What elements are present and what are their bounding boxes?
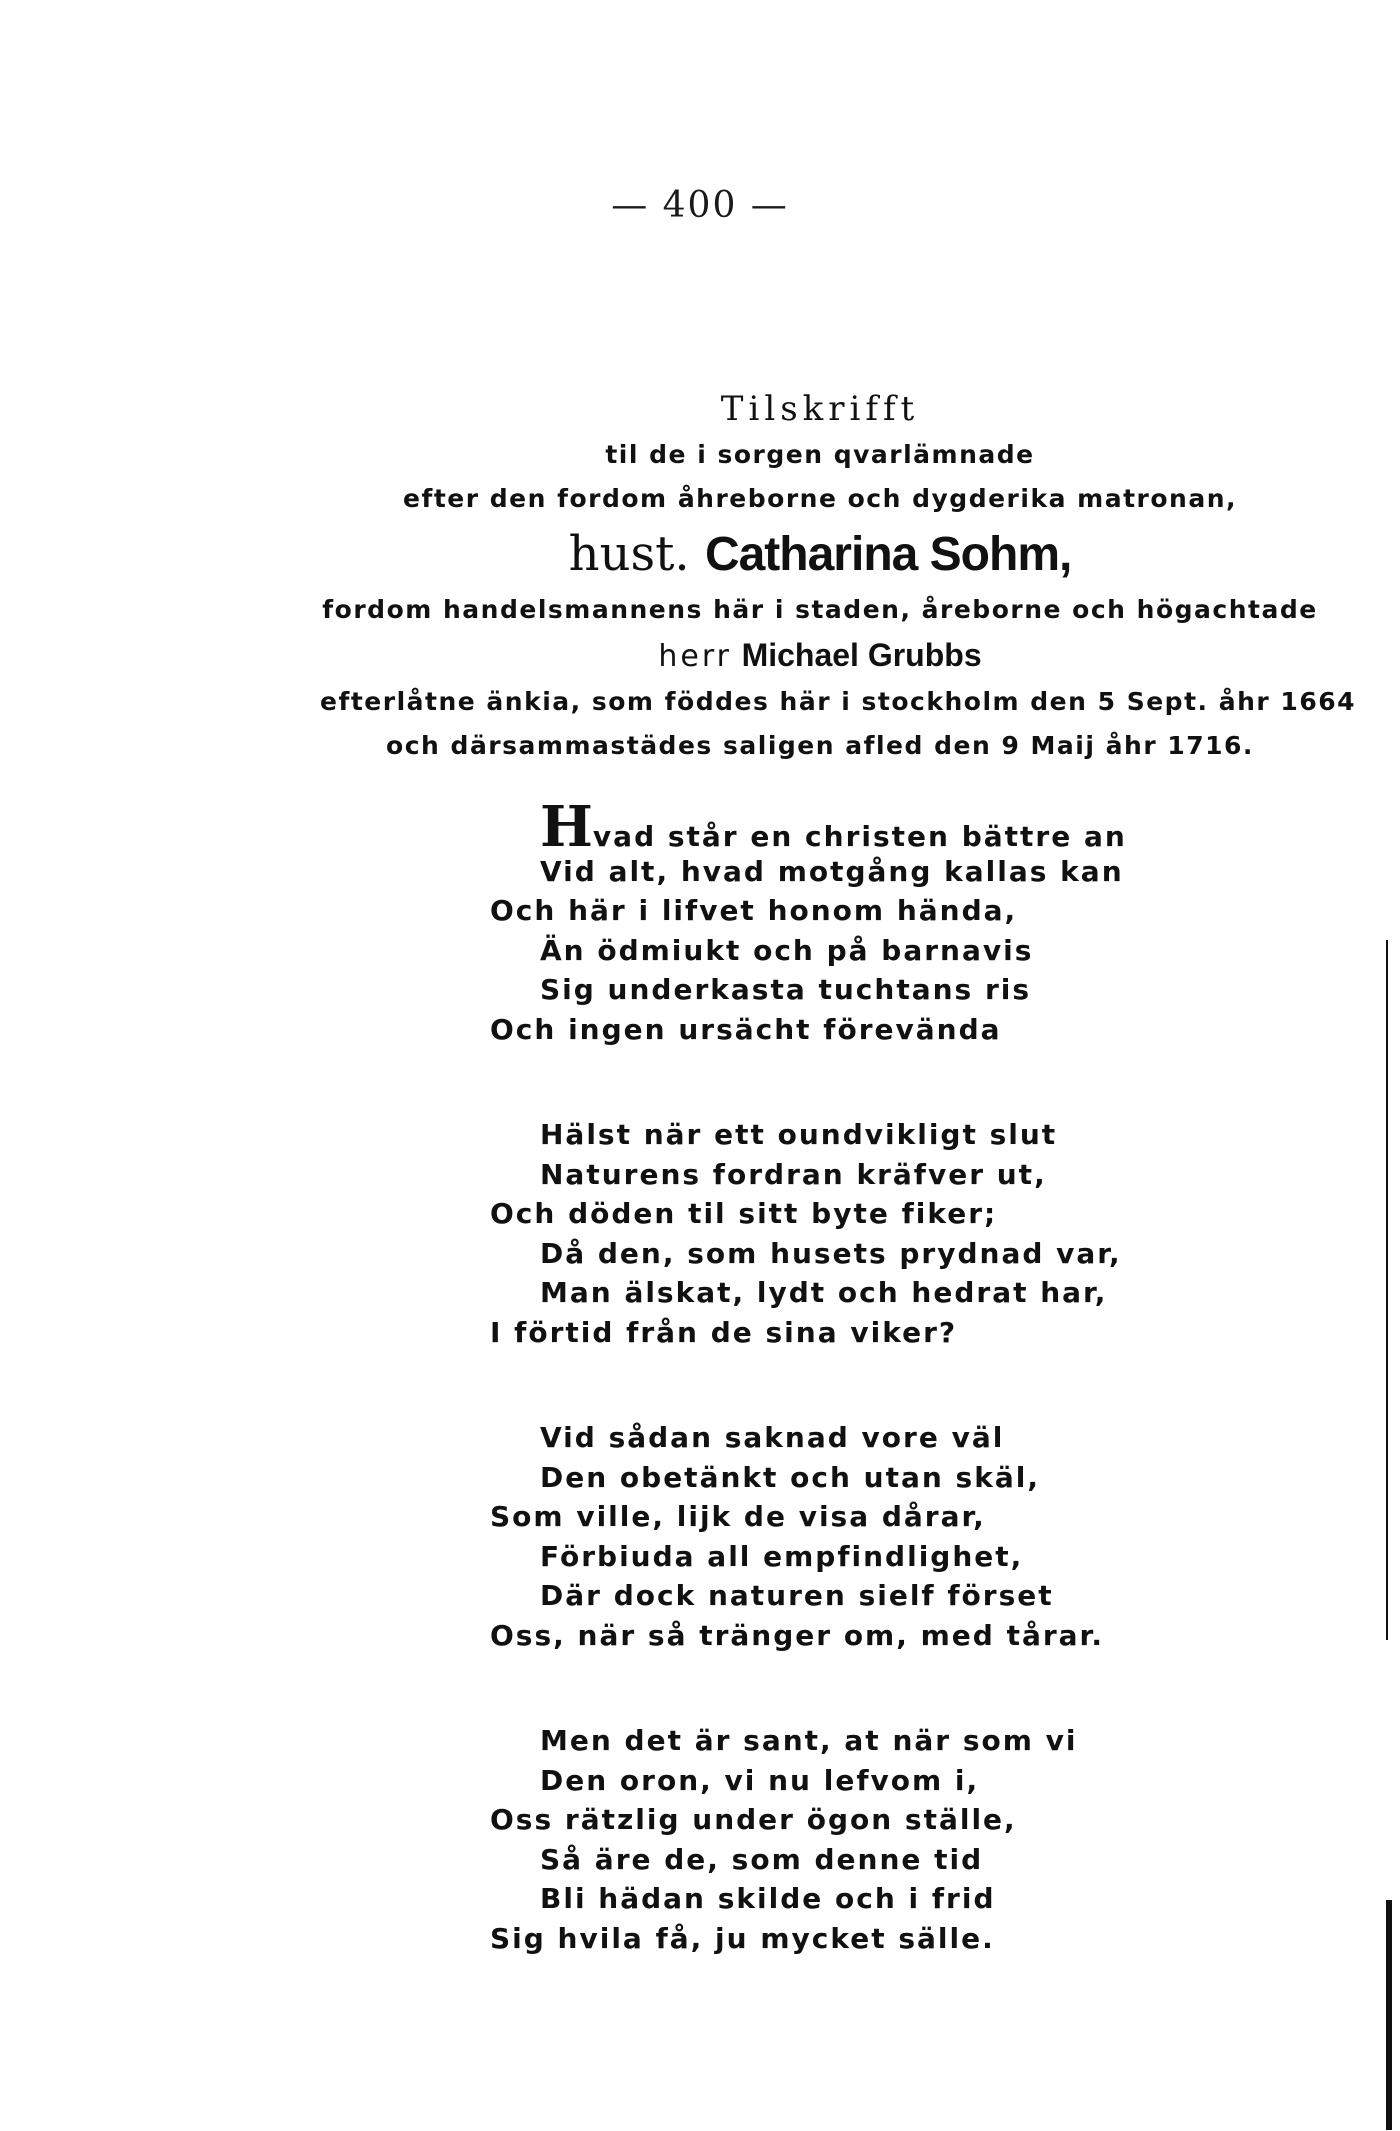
- heading-name-prefix: hust.: [568, 526, 690, 582]
- poem-line: Den obetänkt och utan skäl,: [540, 1460, 1040, 1494]
- deceased-name: Catharina Sohm,: [704, 528, 1072, 581]
- heading-line-1: til de i sorgen qvarlämnade: [605, 440, 1035, 469]
- poem-line: Än ödmiukt och på barnavis: [540, 933, 1034, 967]
- heading-line-7: och därsammastädes saligen afled den 9 Maij åhr 1716.: [386, 731, 1254, 760]
- stanza-4: [490, 1721, 1250, 1958]
- poem-line: Den oron, vi nu lefvom i,: [540, 1763, 980, 1797]
- poem-line: Men det är sant, at när som vi: [540, 1724, 1078, 1757]
- heading-line-2: efter den fordom åhreborne och dygderika matronan,: [402, 484, 1237, 513]
- poem-line: Vid sådan saknad vore väl: [540, 1421, 1005, 1454]
- poem-line: Man älskat, lydt och hedrat har,: [540, 1276, 1108, 1309]
- poem-line: Som ville, lijk de visa dårar,: [490, 1500, 986, 1533]
- poem-line: Förbiuda all empfindlighet,: [540, 1539, 1024, 1573]
- poem-line: Då den, som husets prydnad var,: [540, 1236, 1122, 1270]
- stanza-1: [490, 794, 1250, 1049]
- poem-line: Sig hvila få, ju mycket sälle.: [490, 1921, 995, 1955]
- poem-line: Bli hädan skilde och i frid: [540, 1882, 996, 1915]
- poem-line: Och döden til sitt byte fiker;: [490, 1197, 998, 1230]
- first-line-text: vad står en christen bättre an: [592, 820, 1127, 853]
- poem-line: Sig underkasta tuchtans ris: [540, 973, 1032, 1006]
- drop-cap: H: [540, 794, 593, 860]
- stanza-2: [490, 1115, 1250, 1352]
- heading-line-6: efterlåtne änkia, som föddes här i stockholm den 5 Sept. åhr 1664: [320, 687, 1357, 716]
- poem-line: Och här i lifvet honom hända,: [490, 894, 1018, 927]
- husband-prefix: herr: [658, 639, 733, 674]
- poem-line: Vid alt, hvad motgång kallas kan: [540, 854, 1124, 888]
- heading-name-line: [320, 521, 1320, 588]
- poem-line: Hälst när ett oundvikligt slut: [540, 1118, 1058, 1151]
- poem: [490, 794, 1250, 2024]
- dedication-title: Tilskrifft: [720, 389, 920, 429]
- page-number: — 400 —: [611, 185, 789, 226]
- poem-line: Och ingen ursächt förevända: [490, 1012, 1002, 1046]
- scan-edge-mark: [1386, 940, 1388, 1640]
- heading-line-4: fordom handelsmannens här i staden, åreborne och högachtade: [322, 595, 1318, 624]
- poem-line: Oss, när så tränger om, med tårar.: [490, 1618, 1105, 1652]
- poem-line: I förtid från de sina viker?: [490, 1315, 958, 1349]
- stanza-3: [490, 1418, 1250, 1655]
- poem-line: Naturens fordran kräfver ut,: [540, 1157, 1047, 1191]
- heading-husband-line: [320, 632, 1320, 680]
- poem-line: [490, 794, 1250, 860]
- poem-line: Oss rätzlig under ögon ställe,: [490, 1803, 1017, 1836]
- dedication-heading: [320, 385, 1357, 768]
- scan-edge-mark: [1386, 1900, 1392, 2130]
- husband-name: Michael Grubbs: [741, 637, 982, 673]
- poem-line: Så äre de, som denne tid: [540, 1842, 984, 1876]
- poem-line: Där dock naturen sielf förset: [540, 1579, 1054, 1612]
